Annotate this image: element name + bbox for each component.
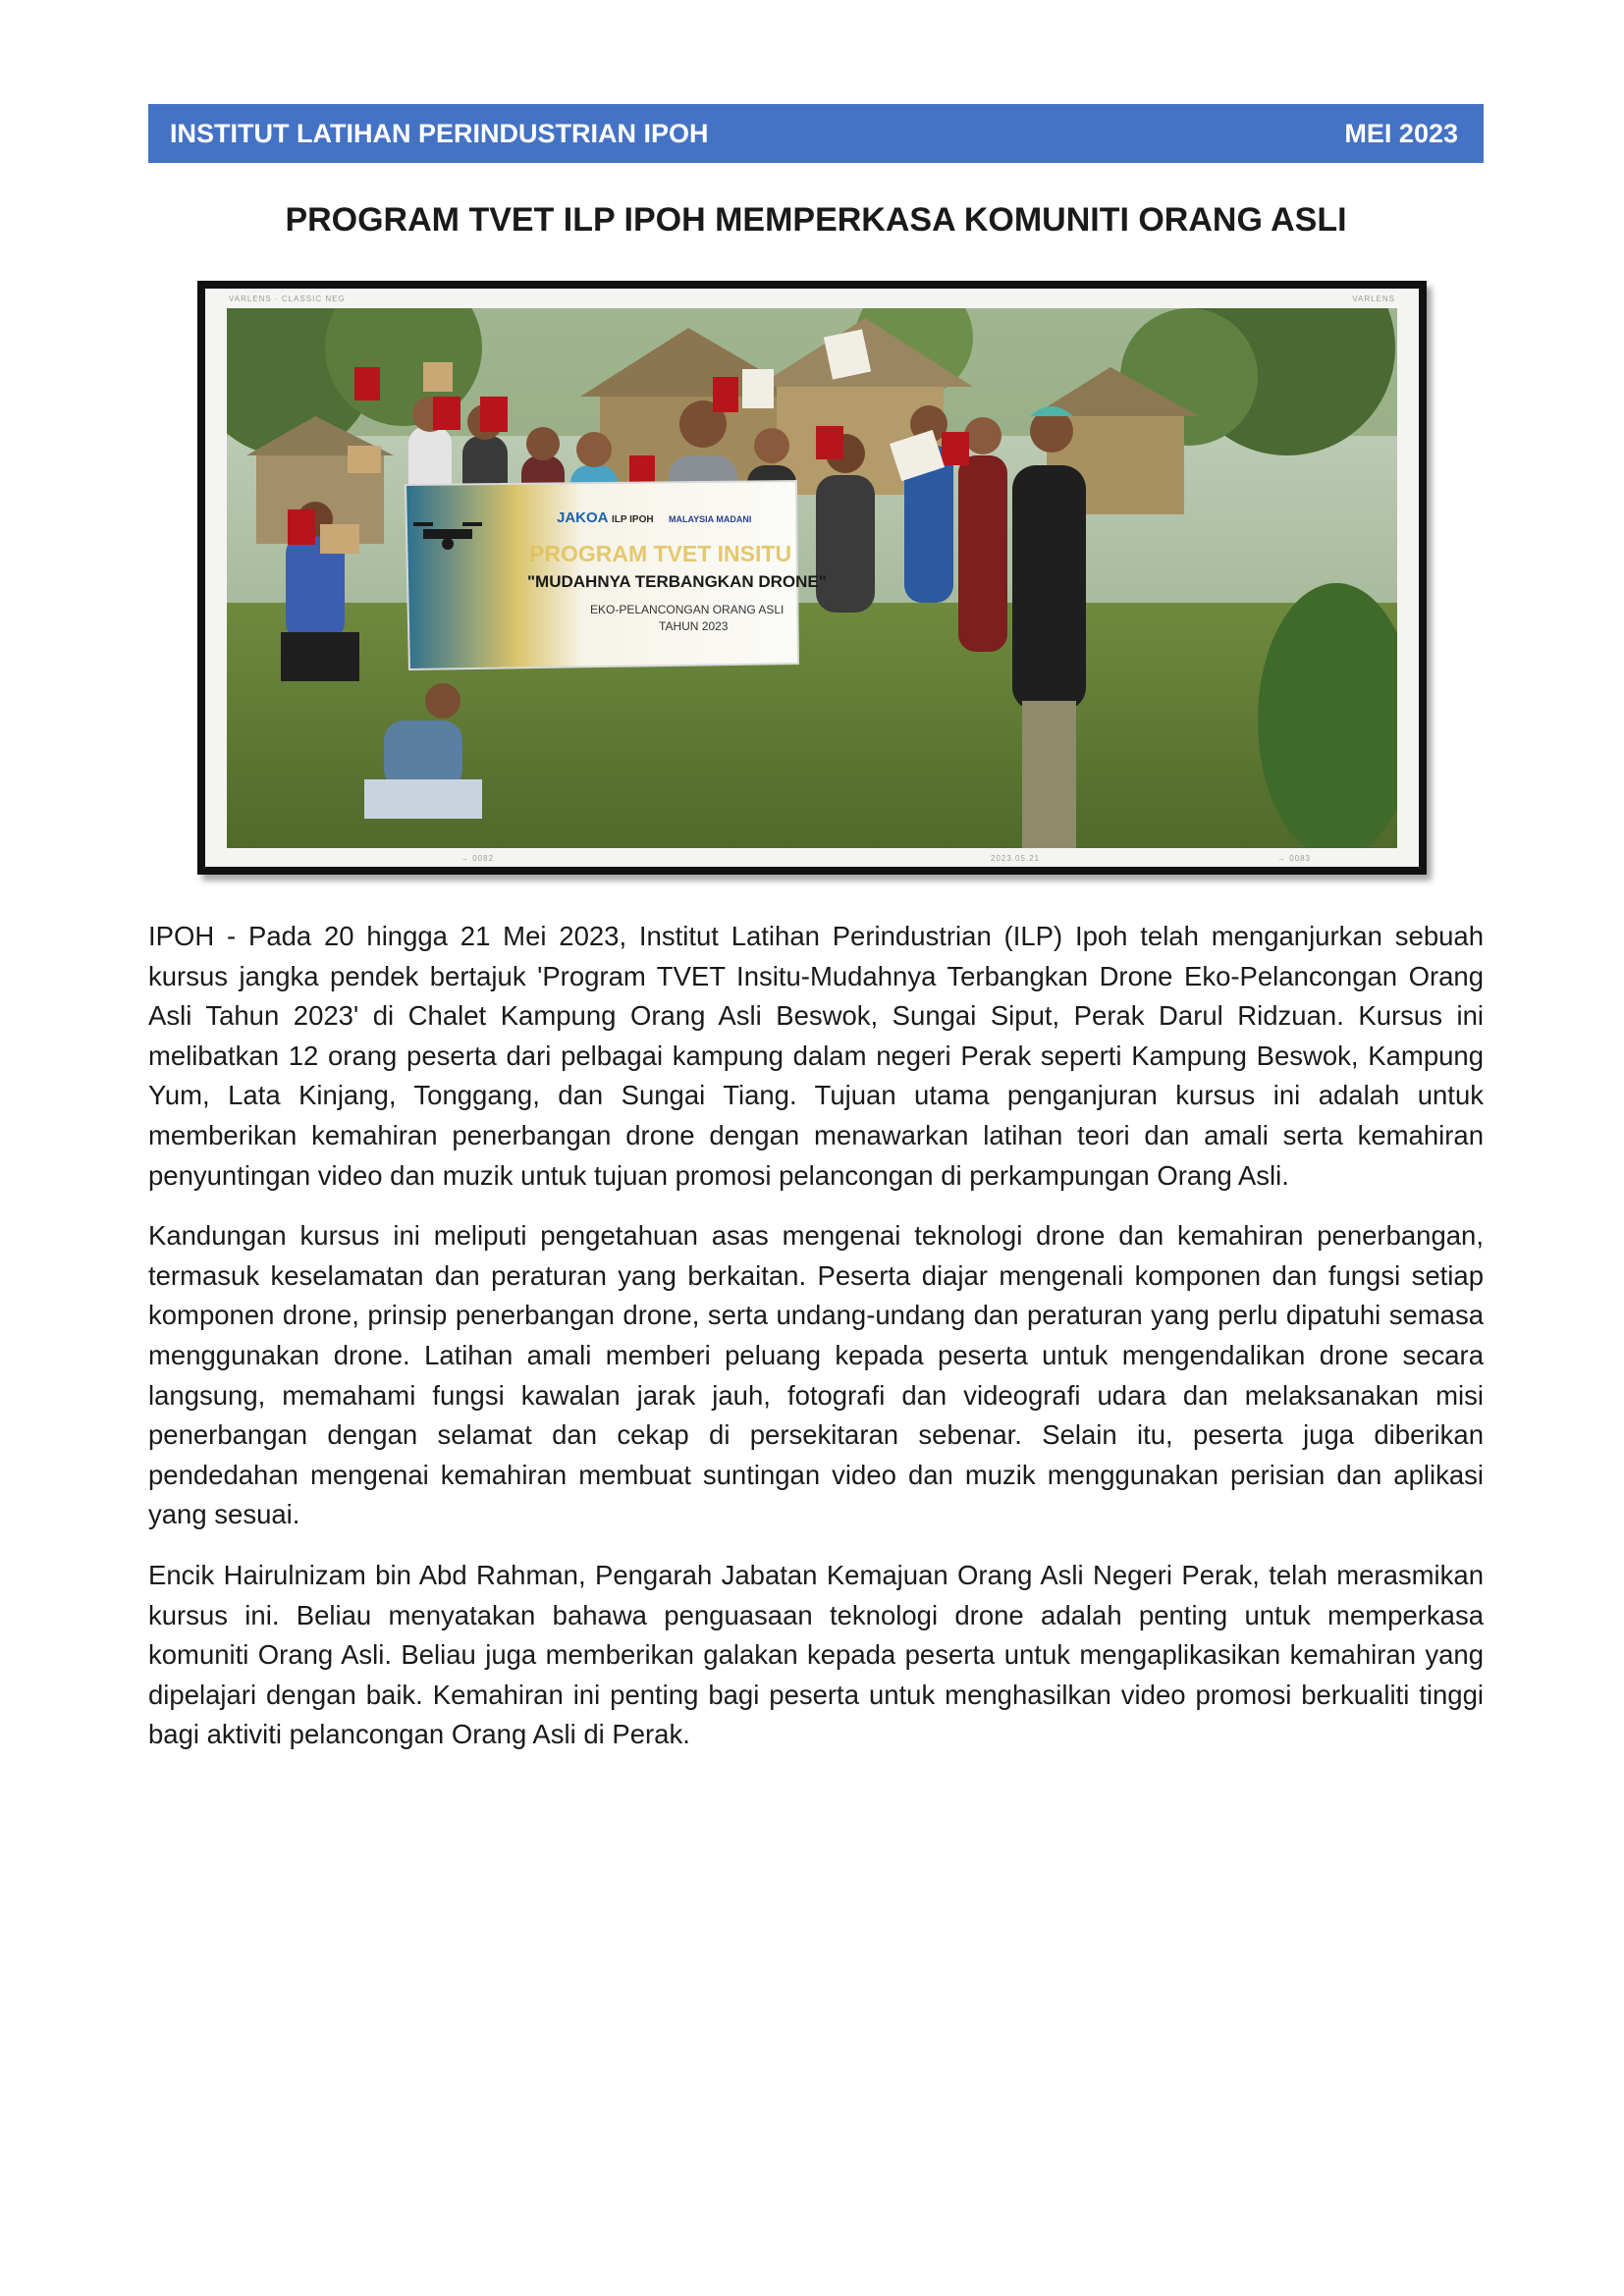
group-photo bbox=[227, 308, 1397, 848]
article-body bbox=[148, 917, 1484, 1776]
photo-frame bbox=[197, 281, 1427, 875]
film-label-bottom-right: → 0083 bbox=[1276, 854, 1311, 863]
banner-logos: JAKOA bbox=[557, 509, 609, 526]
film-label-bottom-center: 2023.05.21 bbox=[991, 854, 1041, 863]
film-label-bottom-left: → 0082 bbox=[460, 854, 495, 863]
photo-mat bbox=[205, 289, 1419, 867]
header-bar bbox=[148, 104, 1484, 163]
banner-line4: TAHUN 2023 bbox=[659, 619, 729, 633]
header-date: MEI 2023 bbox=[1344, 118, 1458, 148]
paragraph-1: IPOH - Pada 20 hingga 21 Mei 2023, Institut Latihan Perindustrian (ILP) Ipoh telah menganjurkan sebuah kursus jangka pendek bertajuk 'Program TVET Insitu-Mudahnya Terbangkan Drone Eko-Pelancongan Orang Asli Tahun 2023' di Chalet Kampung Orang Asli Beswok, Sungai Siput, Perak Darul Ridzuan. Kursus ini melibatkan 12 orang peserta dari pelbagai kampung dalam negeri Perak seperti Kampung Beswok, Kampung Yum, Lata Kinjang, Tonggang, dan Sungai Tiang. Tujuan utama penganjuran kursus ini adalah untuk memberikan kemahiran penerbangan drone dengan menawarkan latihan teori dan amali serta kemahiran penyuntingan video dan muzik untuk tujuan promosi pelancongan di perkampungan Orang Asli. bbox=[148, 921, 1484, 1191]
page-title: PROGRAM TVET ILP IPOH MEMPERKASA KOMUNITI ORANG ASLI bbox=[285, 201, 1347, 239]
film-label-top-right: VARLENS bbox=[1352, 294, 1395, 303]
film-label-top-left: VARLENS · CLASSIC NEG bbox=[229, 294, 346, 303]
header-institution: INSTITUT LATIHAN PERINDUSTRIAN IPOH bbox=[170, 118, 709, 148]
banner-line1: PROGRAM TVET INSITU bbox=[529, 541, 792, 566]
banner-line2: "MUDAHNYA TERBANGKAN DRONE" bbox=[527, 572, 827, 591]
banner-line3: EKO-PELANCONGAN ORANG ASLI bbox=[590, 603, 785, 616]
banner-logo-madani: MALAYSIA MADANI bbox=[669, 514, 752, 524]
banner-logo-ilp: ILP IPOH bbox=[612, 514, 654, 525]
paragraph-3: Encik Hairulnizam bin Abd Rahman, Pengarah Jabatan Kemajuan Orang Asli Negeri Perak, telah merasmikan kursus ini. Beliau menyatakan bahawa penguasaan teknologi drone adalah penting untuk memperkasa komuniti Orang Asli. Beliau juga memberikan galakan kepada peserta untuk mengaplikasikan kemahiran yang dipelajari dengan baik. Kemahiran ini penting bagi peserta untuk menghasilkan video promosi berkualiti tinggi bagi aktiviti pelancongan Orang Asli di Perak. bbox=[148, 1559, 1484, 1750]
paragraph-2: Kandungan kursus ini meliputi pengetahuan asas mengenai teknologi drone dan kemahiran penerbangan, termasuk keselamatan dan peraturan yang berkaitan. Peserta diajar mengenali komponen dan fungsi setiap komponen drone, prinsip penerbangan drone, serta undang-undang dan peraturan yang perlu dipatuhi semasa menggunakan drone. Latihan amali memberi peluang kepada peserta untuk mengendalikan drone secara langsung, memahami fungsi kawalan jarak jauh, fotografi dan videografi udara dan melaksanakan misi penerbangan dengan selamat dan cekap di persekitaran sebenar. Selain itu, peserta juga diberikan pendedahan mengenai kemahiran membuat suntingan video dan muzik menggunakan perisian dan aplikasi yang sesuai. bbox=[148, 1220, 1484, 1530]
